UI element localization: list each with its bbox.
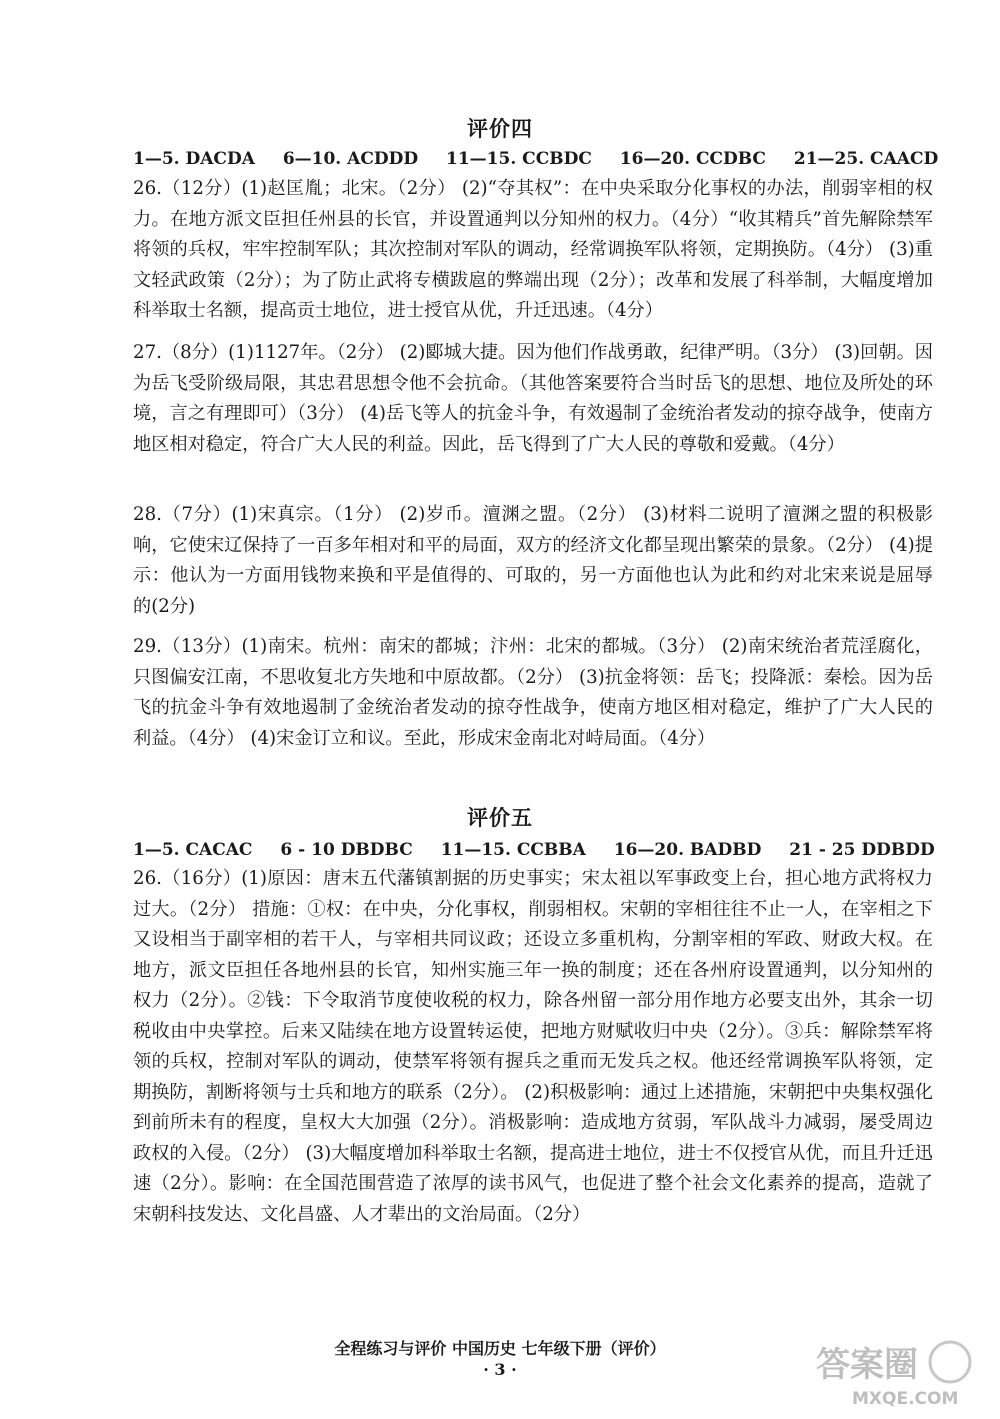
answer-q28-eval-4: 28.（7分）(1)宋真宗。（1分） (2)岁币。澶渊之盟。（2分） (3)材料二说明了澶渊之盟的积极影响，它使宋辽保持了一百多年相对和平的局面，双方的经济文化都呈现出繁荣的景象。（2分） (4)提示：他认为一方面用钱物来换和平是值得的、可取的，另一方面他也认为此和约对北宋来说是屈辱的(2分) <box>133 504 933 617</box>
choice-group: 1—5. CACAC <box>133 840 253 860</box>
choice-group: 16—20. BADBD <box>613 840 762 860</box>
answer-q26-eval-5: 26.（16分）(1)原因：唐末五代藩镇割据的历史事实；宋太祖以军事政变上台，担心地方武将权力过大。（2分） 措施：①权：在中央，分化事权，削弱相权。宋朝的宰相往往不止一人，在宰相之下又设相当于副宰相的若干人，与宰相共同议政；还设立多重机构，分割宰相的军政、财政大权。在地方，派文臣担任各地州县的长官，知州实施三年一换的制度；还在各州府设置通判，以分知州的权力（2分）。②钱：下令取消节度使收税的权力，除各州留一部分用作地方必要支出外，其余一切税收由中央掌控。后来又陆续在地方设置转运使，把地方财赋收归中央（2分）。③兵：解除禁军将领的兵权，控制对军队的调动，使禁军将领有握兵之重而无发兵之权。他还经常调换军队将领，定期换防，割断将领与士兵和地方的联系（2分）。 (2)积极影响：通过上述措施，宋朝把中央集权强化到前所未有的程度，皇权大大加强（2分）。消极影响：造成地方贫弱，军队战斗力减弱，屡受周边政权的入侵。（2分） (3)大幅度增加科举取士名额，提高进士地位，进士不仅授官从优，而且升迁迅速（2分）。影响：在全国范围营造了浓厚的读书风气，也促进了整个社会文化素养的提高，造就了宋朝科技发达、文化昌盛、人才辈出的文治局面。（2分） <box>133 868 933 1225</box>
choice-answers-eval-5 <box>133 840 935 860</box>
section-title-eval-5: 评价五 <box>467 806 533 830</box>
answer-q27-eval-4: 27.（8分）(1)1127年。（2分） (2)郾城大捷。因为他们作战勇敢，纪律严明。（3分） (3)回朝。因为岳飞受阶级局限，其忠君思想令他不会抗命。（其他答案要符合当时岳飞的思想、地位及所处的环境，言之有理即可）（3分） (4)岳飞等人的抗金斗争，有效遏制了金统治者发动的掠夺战争，使南方地区相对稳定，符合广大人民的利益。因此，岳飞得到了广大人民的尊敬和爱戴。（4分） <box>133 342 933 455</box>
choice-group: 16—20. CCDBC <box>619 149 766 169</box>
choice-group: 11—15. CCBDC <box>446 149 592 169</box>
footer-book-title: 全程练习与评价 中国历史 七年级下册（评价） <box>334 1339 666 1358</box>
watermark-logo <box>812 1338 982 1410</box>
answer-q29-eval-4: 29.（13分）(1)南宋。杭州：南宋的都城；汴州：北宋的都城。（3分） (2)南宋统治者荒淫腐化，只图偏安江南，不思收复北方失地和中原故都。（2分） (3)抗金将领：岳飞；投降派：秦桧。因为岳飞的抗金斗争有效地遏制了金统治者发动的掠夺性战争，使南方地区相对稳定，维护了广大人民的利益。（4分） (4)宋金订立和议。至此，形成宋金南北对峙局面。（4分） <box>133 636 933 749</box>
choice-group: 11—15. CCBBA <box>440 840 586 860</box>
watermark-url: MXQE.COM <box>852 1389 959 1409</box>
section-title-eval-4: 评价四 <box>467 117 533 141</box>
choice-group: 6 - 10 DBDBC <box>280 840 413 860</box>
choice-group: 6—10. ACDDD <box>282 149 419 169</box>
watermark-logo-text: 答案圈 <box>816 1345 918 1385</box>
choice-answers-eval-4 <box>133 149 939 169</box>
choice-group: 1—5. DACDA <box>133 149 255 169</box>
choice-group: 21 - 25 DDBDD <box>789 840 935 860</box>
choice-group: 21—25. CAACD <box>793 149 939 169</box>
answer-q26-eval-4: 26.（12分）(1)赵匡胤；北宋。（2分） (2)“夺其权”：在中央采取分化事权的办法，削弱宰相的权力。在地方派文臣担任州县的长官，并设置通判以分知州的权力。（4分）“收其精兵”首先解除禁军将领的兵权，牢牢控制军队；其次控制对军队的调动，经常调换军队将领，定期换防。（4分） (3)重文轻武政策（2分）；为了防止武将专横跋扈的弊端出现（2分）；改革和发展了科举制，大幅度增加科举取士名额，提高贡士地位，进士授官从优，升迁迅速。（4分） <box>133 178 933 321</box>
page-number: · 3 · <box>483 1360 517 1379</box>
